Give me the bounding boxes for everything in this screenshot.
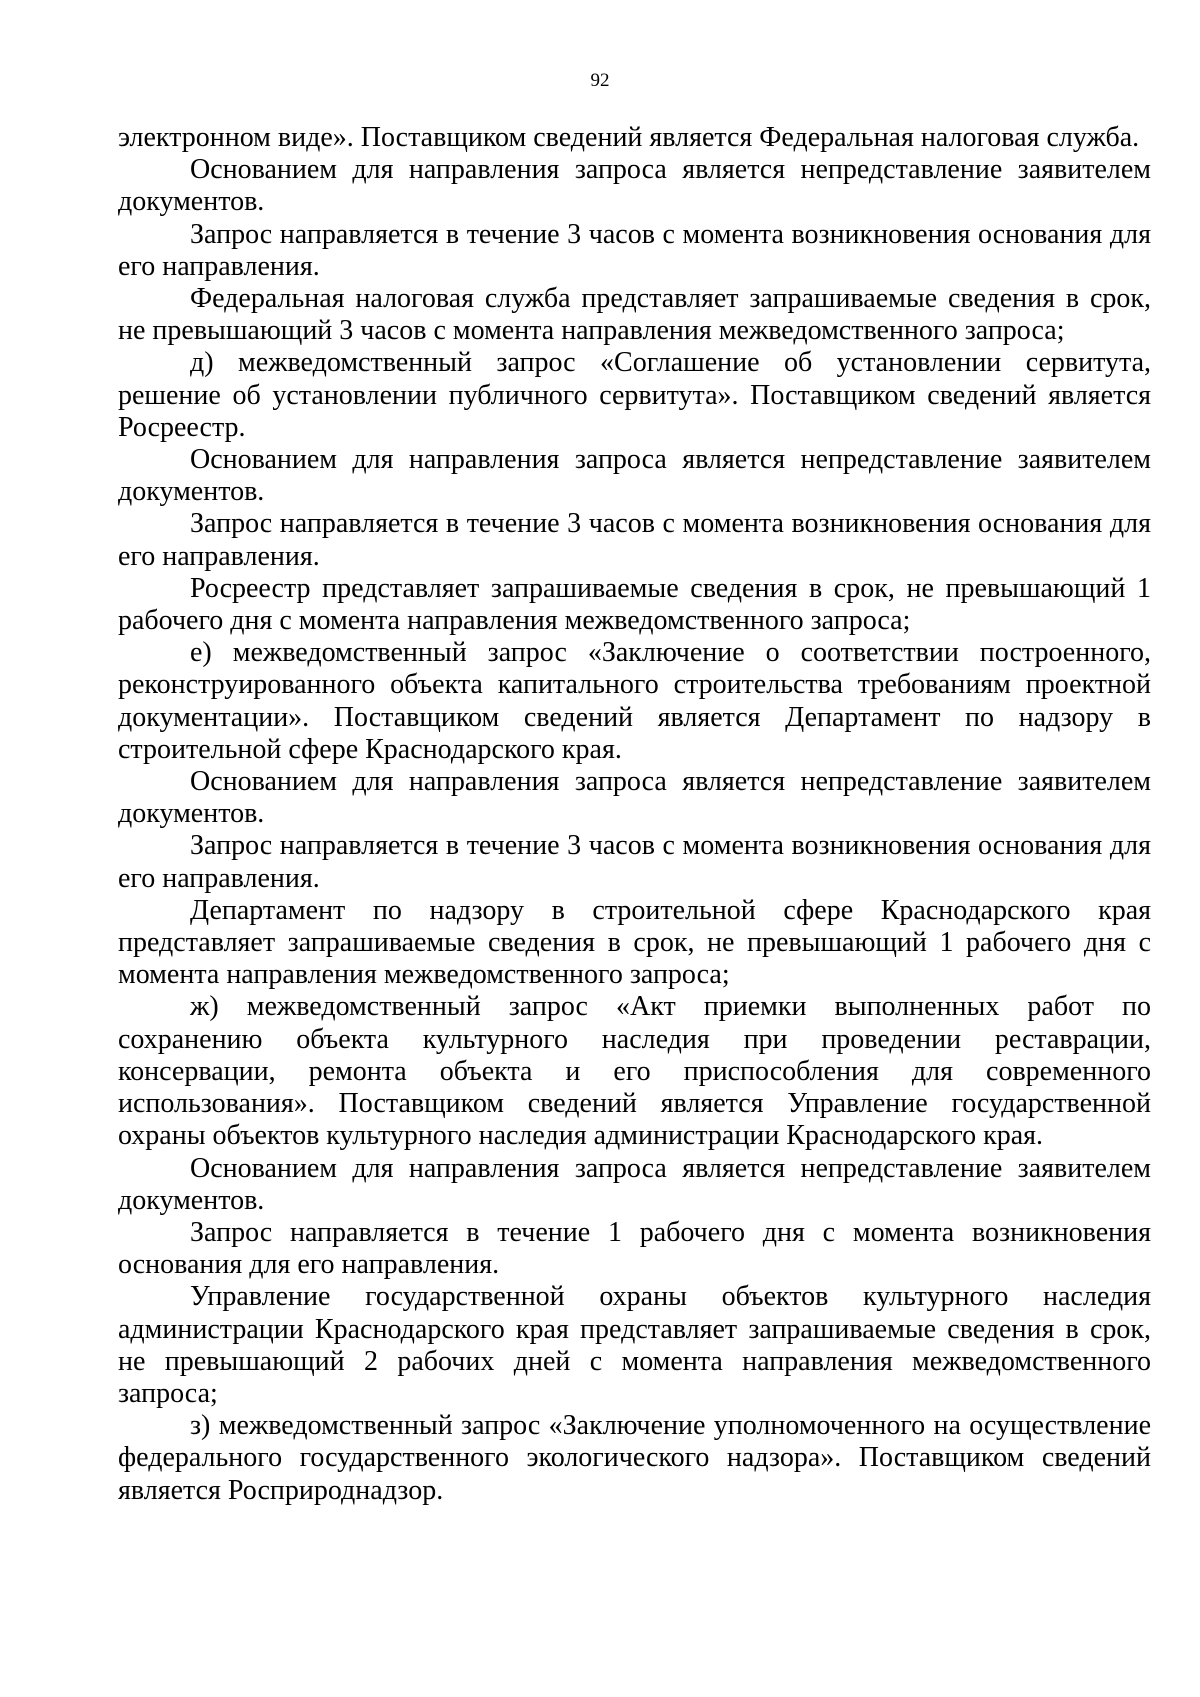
paragraph-11: Запрос направляется в течение 3 часов с момента возникновения основания для его направления. — [118, 830, 1151, 894]
paragraph-14: Основанием для направления запроса является непредставление заявителем документов. — [118, 1152, 1151, 1216]
paragraph-6: Основанием для направления запроса является непредставление заявителем документов. — [118, 444, 1151, 508]
paragraph-12: Департамент по надзору в строительной сфере Краснодарского края представляет запрашиваемые сведения в срок, не превышающий 1 рабочего дня с момента направления межведомственного запроса; — [118, 894, 1151, 991]
paragraph-3: Запрос направляется в течение 3 часов с момента возникновения основания для его направления. — [118, 218, 1151, 282]
paragraph-16: Управление государственной охраны объектов культурного наследия администрации Краснодарского края представляет запрашиваемые сведения в срок, не превышающий 2 рабочих дней с момента направления межведомственного запроса; — [118, 1281, 1151, 1409]
paragraph-10: Основанием для направления запроса является непредставление заявителем документов. — [118, 766, 1151, 830]
paragraph-13: ж) межведомственный запрос «Акт приемки выполненных работ по сохранению объекта культурного наследия при проведении реставрации, консервации, ремонта объекта и его приспособления для современного использования». Поставщиком сведений является Управление государственной охраны объектов культурного наследия администрации Краснодарского края. — [118, 991, 1151, 1152]
paragraph-4: Федеральная налоговая служба представляет запрашиваемые сведения в срок, не превышающий 3 часов с момента направления межведомственного запроса; — [118, 283, 1151, 347]
paragraph-8: Росреестр представляет запрашиваемые сведения в срок, не превышающий 1 рабочего дня с момента направления межведомственного запроса; — [118, 572, 1151, 637]
paragraph-17: з) межведомственный запрос «Заключение уполномоченного на осуществление федерального государственного экологического надзора». Поставщиком сведений является Росприроднадзор. — [118, 1410, 1151, 1506]
paragraph-2: Основанием для направления запроса является непредставление заявителем документов. — [118, 154, 1151, 218]
paragraph-7: Запрос направляется в течение 3 часов с момента возникновения основания для его направления. — [118, 508, 1151, 572]
paragraph-5: д) межведомственный запрос «Соглашение об установлении сервитута, решение об установлении публичного сервитута». Поставщиком сведений является Росреестр. — [118, 347, 1151, 443]
paragraph-9: е) межведомственный запрос «Заключение о соответствии построенного, реконструированного объекта капитального строительства требованиям проектной документации». Поставщиком сведений является Департамент по надзору в строительной сфере Краснодарского края. — [118, 637, 1151, 765]
paragraph-15: Запрос направляется в течение 1 рабочего дня с момента возникновения основания для его направления. — [118, 1216, 1151, 1281]
page-number: 92 — [590, 70, 610, 91]
document-body — [118, 122, 1151, 1507]
paragraph-1: электронном виде». Поставщиком сведений является Федеральная налоговая служба. — [118, 122, 1140, 153]
